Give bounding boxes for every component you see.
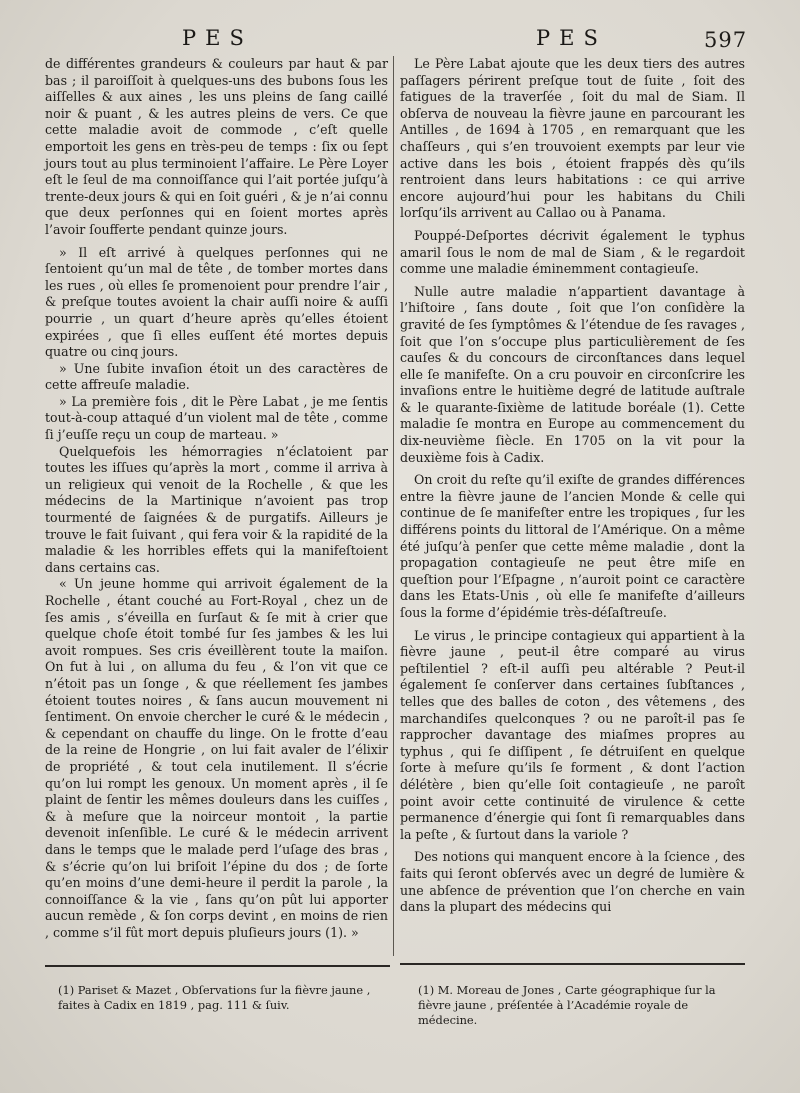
- paragraph: Quelquefois les hémorragies n’éclatoient par toutes les iſſues qu’après la mort , comme il arriva à un religieux qui venoit de la Rochelle , & que les médecins de la Martinique n’avoient pas trop tourmenté de ſaignées & de purgatifs. Ailleurs je trouve le fait ſuivant , qui fera voir & la rapidité de la maladie & les horribles effets qui la manifeſtoient dans certains cas.: [45, 443, 388, 575]
- running-head-right: PES: [536, 26, 607, 50]
- column-divider: [393, 56, 394, 956]
- page-number: 597: [704, 28, 748, 52]
- paragraph: » La première fois , dit le Père Labat , je me ſentis tout-à-coup attaqué d’un violent mal de tête , comme ſi j’euſſe reçu un coup de marteau. »: [45, 393, 388, 443]
- paragraph: » Il eſt arrivé à quelques perſonnes qui ne ſentoient qu’un mal de tête , de tomber mortes dans les rues , où elles ſe promenoient pour prendre l’air , & preſque toutes avoient la chair auſſi noire & auſſi pourrie , un quart d’heure après qu’elles étoient expirées , que ſi elles euſſent été mortes depuis quatre ou cinq jours.: [45, 244, 388, 360]
- footnote-rule: [400, 963, 745, 965]
- right-column: [400, 56, 745, 916]
- paragraph: » Une ſubite invaſion étoit un des caractères de cette affreuſe maladie.: [45, 360, 388, 393]
- paragraph: Des notions qui manquent encore à la ſcience , des faits qui ſeront obſervés avec un degré de lumière & une abſence de prévention que l’on cherche en vain dans la plupart des médecins qui: [400, 849, 745, 915]
- paragraph: Le virus , le principe contagieux qui appartient à la fièvre jaune , peut-il être comparé au virus peſtilentiel ? eſt-il auſſi peu altérable ? Peut-il également ſe conſerver dans certaines ſubſtances , telles que des balles de coton , des vêtemens , des marchandiſes quelconques ? ou ne paroît-il pas ſe rapprocher davantage des miaſmes propres au typhus , qui ſe diſſipent , ſe détruiſent en quelque ſorte à meſure qu’ils ſe forment , & dont l’action délétère , bien qu’elle ſoit contagieuſe , ne paroît point avoir cette continuité de virulence & cette permanence d’énergie qui ſont ſi remarquables dans la peſte , & ſurtout dans la variole ?: [400, 627, 745, 842]
- paragraph: « Un jeune homme qui arrivoit également de la Rochelle , étant couché au Fort-Royal , chez un de ſes amis , s’éveilla en ſurſaut & ſe mit à crier que quelque choſe étoit tombé ſur ſes jambes & les lui avoit rompues. Ses cris éveillèrent toute la maiſon. On fut à lui , on alluma du feu , & l’on vit que ce n’étoit pas un ſonge , & que réellement ſes jambes étoient toutes noires , & ſans aucun mouvement ni ſentiment. On envoie chercher le curé & le médecin , & cependant on chauffe du linge. On le frotte d’eau de la reine de Hongrie , on lui fait avaler de l’élixir de propriété , & tout cela inutilement. Il s’écrie qu’on lui rompt les genoux. Un moment après , il ſe plaint de ſentir les mêmes douleurs dans les cuiſſes , & à meſure que la noirceur montoit , la partie devenoit inſenſible. Le curé & le médecin arrivent dans le temps que le malade perd l’uſage des bras , & s’écrie qu’on lui briſoit l’épine du dos ; de ſorte qu’en moins d’une demi-heure il perdit la parole , la connoiſſance & la vie , ſans qu’on pût lui apporter aucun remède , & ſon corps devint , en moins de rien , comme s’il fût mort depuis pluſieurs jours (1). »: [45, 576, 388, 940]
- paragraph: Le Père Labat ajoute que les deux tiers des autres paſſagers périrent preſque tout de ſuite , ſoit des fatigues de la traverſée , ſoit du mal de Siam. Il obſerva de nouveau la fièvre jaune en parcourant les Antilles , de 1694 à 1705 , en remarquant que les chaſſeurs , qui s’en trouvoient exempts par leur vie active dans les bois , étoient frappés dès qu’ils rentroient dans leurs habitations : ce qui arrive encore aujourd’hui pour les habitans du Chili lorſqu’ils arrivent au Callao ou à Panama.: [400, 56, 745, 221]
- paragraph: Nulle autre maladie n’appartient davantage à l’hiſtoire , ſans doute , ſoit que l’on conſidère la gravité de ſes ſymptômes & l’étendue de ſes ravages , ſoit que l’on s’occupe plus particulièrement de ſes cauſes & du concours de circonſtances dans lequel elle ſe manifeſte. On a cru pouvoir en circonſcrire les invaſions entre le huitième degré de latitude auſtrale & le quarante-ſixième de latitude boréale (1). Cette maladie ſe montra en Europe au commencement du dix-neuvième ſiècle. En 1705 on la vit pour la deuxième fois à Cadix.: [400, 283, 745, 465]
- left-column: [45, 56, 388, 941]
- paragraph: On croit du reſte qu’il exiſte de grandes différences entre la fièvre jaune de l’ancien Monde & celle qui continue de ſe manifeſter entre les tropiques , ſur les différens points du littoral de l’Amérique. On a même été juſqu’à penſer que cette même maladie , dont la propagation contagieuſe ne peut être miſe en queſtion pour l’Eſpagne , n’auroit point ce caractère dans les Etats-Unis , où elle ſe manifeſte d’ailleurs ſous la forme d’épidémie très-déſaſtreuſe.: [400, 472, 745, 620]
- footnote-left: (1) Pariset & Mazet , Obſervations ſur la fièvre jaune , faites à Cadix en 1819 , pag. 111 & ſuiv.: [58, 983, 371, 1012]
- paragraph: de différentes grandeurs & couleurs par haut & par bas ; il paroiſſoit à quelques-uns des bubons ſous les aiſſelles & aux aines , les uns pleins de ſang caillé noir & puant , & les autres pleins de vers. Ce que cette maladie avoit de commode , c’eſt quelle emportoit les gens en très-peu de temps : ſix ou ſept jours tout au plus terminoient l’affaire. Le Père Loyer eſt le ſeul de ma connoiſſance qui l’ait portée juſqu’à trente-deux jours & qui en ſoit guéri , & je n’ai connu que deux perſonnes qui en ſoient mortes après l’avoir ſoufferte pendant quinze jours.: [45, 56, 388, 237]
- footnote-rule: [45, 965, 390, 967]
- running-head-left: PES: [182, 26, 253, 50]
- footnote-right: (1) M. Moreau de Jones , Carte géographique ſur la fièvre jaune , préſentée à l’Académie royale de médecine.: [418, 983, 716, 1027]
- paragraph: Pouppé-Deſportes décrivit également le typhus amaril ſous le nom de mal de Siam , & le regardoit comme une maladie éminemment contagieuſe.: [400, 227, 745, 277]
